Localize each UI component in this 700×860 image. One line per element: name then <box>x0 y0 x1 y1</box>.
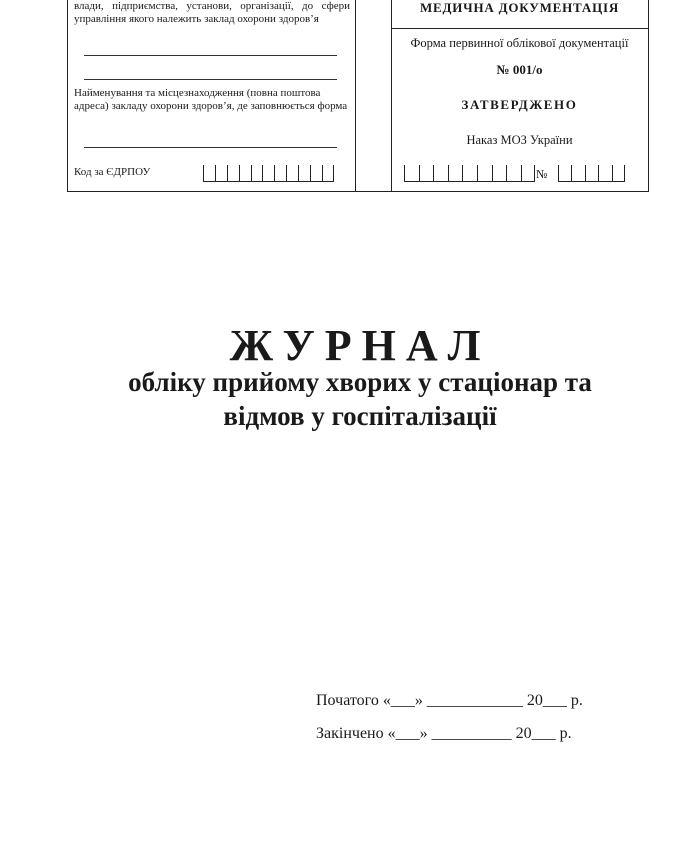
ministry-label-rest: влади, підприємства, установи, організації, до сфери управління якого належить заклад охорони здоров’я <box>74 0 350 25</box>
medical-documentation-title: МЕДИЧНА ДОКУМЕНТАЦІЯ <box>419 0 620 15</box>
ministry-fill-line[interactable] <box>84 55 337 56</box>
edrpou-label: Код за ЄДРПОУ <box>74 166 151 178</box>
order-number-sign: № <box>536 167 548 181</box>
edrpou-code-cells[interactable] <box>203 165 334 182</box>
approved-label: ЗАТВЕРДЖЕНО <box>461 97 578 112</box>
title-divider <box>391 28 648 29</box>
journal-subtitle-line1: обліку прийому хворих у стаціонар та <box>128 367 592 397</box>
journal-subtitle-line2: відмов у госпіталізації <box>223 401 497 431</box>
facility-fill-line[interactable] <box>84 147 337 148</box>
order-date-cells[interactable] <box>404 165 535 182</box>
ministry-fill-line[interactable] <box>84 79 337 80</box>
facility-label: Найменування та місцезнаходження (повна поштова адреса) закладу охорони здоров’я, де заповнюється форма <box>74 87 348 112</box>
finished-date-line[interactable]: Закінчено «___» __________ 20___ р. <box>316 725 572 742</box>
journal-title: ЖУРНАЛ <box>229 321 491 370</box>
ministry-label <box>74 0 350 26</box>
started-date-line[interactable]: Початого «___» ____________ 20___ р. <box>316 692 583 709</box>
order-number-cells[interactable] <box>558 165 625 182</box>
form-label: Форма первинної облікової документації <box>410 36 629 50</box>
order-label: Наказ МОЗ України <box>466 133 573 147</box>
form-number: № 001/о <box>496 62 543 77</box>
column-divider <box>355 0 356 191</box>
form-header-box <box>67 0 649 192</box>
